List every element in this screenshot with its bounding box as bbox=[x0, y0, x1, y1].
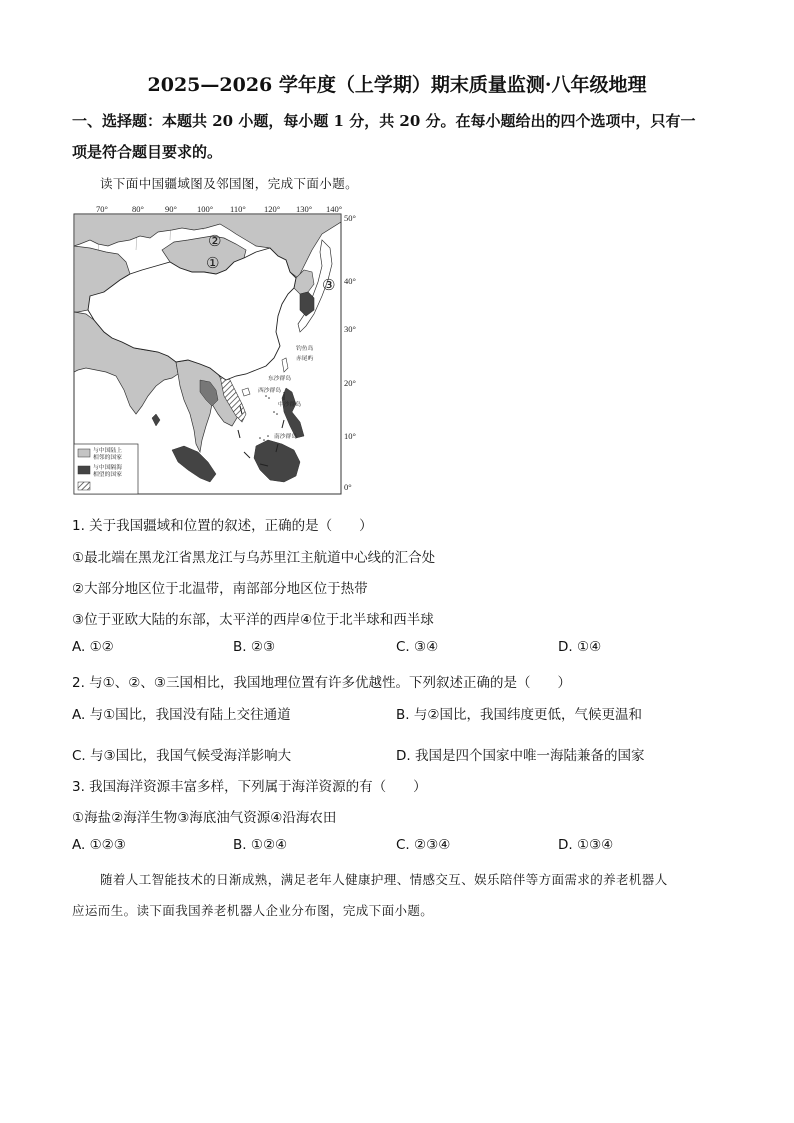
section-heading-line1: 一、选择题：本题共 20 小题，每小题 1 分，共 20 分。在每小题给出的四个选项中，只有一 bbox=[72, 112, 696, 130]
lat-label: 0° bbox=[344, 482, 352, 492]
q1-option-b[interactable]: B. ②③ bbox=[233, 639, 276, 655]
lon-label: 90° bbox=[165, 204, 177, 214]
q1-statement-1: ①最北端在黑龙江省黑龙江与乌苏里江主航道中心线的汇合处 bbox=[72, 550, 436, 566]
legend-swatch-hatched bbox=[78, 482, 90, 490]
q1-option-c[interactable]: C. ③④ bbox=[396, 639, 439, 655]
q2-option-d[interactable]: D. 我国是四个国家中唯一海陆兼备的国家 bbox=[396, 748, 645, 764]
legend-label: 相邻的国家 bbox=[93, 455, 122, 461]
page-title: 2025—2026 学年度（上学期）期末质量监测·八年级地理 bbox=[147, 74, 647, 96]
map-intro: 读下面中国疆域图及邻国图，完成下面小题。 bbox=[100, 176, 359, 191]
section-heading-line2: 项是符合题目要求的。 bbox=[72, 143, 223, 161]
q3-option-c[interactable]: C. ②③④ bbox=[396, 837, 451, 853]
q1-statement-3: ③位于亚欧大陆的东部，太平洋的西岸④位于北半球和西半球 bbox=[72, 612, 434, 628]
robot-intro-line1: 随着人工智能技术的日渐成熟，满足老年人健康护理、情感交互、娱乐陪伴等方面需求的养老机器人 bbox=[100, 872, 668, 887]
island-label: 南沙群岛 bbox=[274, 434, 298, 440]
q1-option-d[interactable]: D. ①④ bbox=[558, 639, 602, 655]
island-label: 西沙群岛 bbox=[258, 388, 282, 394]
legend-label: 与中国陆上 bbox=[93, 448, 122, 454]
lon-label: 110° bbox=[230, 204, 246, 214]
island-label: 赤尾屿 bbox=[296, 356, 314, 362]
lat-label: 40° bbox=[344, 276, 356, 286]
marker-1: ① bbox=[206, 254, 220, 272]
q2-option-c[interactable]: C. 与③国比，我国气候受海洋影响大 bbox=[72, 748, 292, 764]
lat-label: 20° bbox=[344, 378, 356, 388]
marker-3: ③ bbox=[322, 276, 336, 294]
lon-label: 140° bbox=[326, 204, 343, 214]
legend-swatch-land bbox=[78, 449, 90, 457]
q2-stem: 2. 与①、②、③三国相比，我国地理位置有许多优越性。下列叙述正确的是（ ） bbox=[72, 675, 571, 691]
lon-label: 70° bbox=[96, 204, 108, 214]
marker-2: ② bbox=[208, 232, 222, 250]
lon-label: 80° bbox=[132, 204, 144, 214]
china-neighbors-map bbox=[60, 200, 366, 500]
q3-option-d[interactable]: D. ①③④ bbox=[558, 837, 614, 853]
island-label: 钓鱼岛 bbox=[296, 346, 314, 352]
lat-label: 10° bbox=[344, 431, 356, 441]
island-label: 中沙群岛 bbox=[278, 402, 302, 408]
lat-label: 30° bbox=[344, 324, 356, 334]
q1-option-a[interactable]: A. ①② bbox=[72, 639, 114, 655]
lat-label: 50° bbox=[344, 213, 356, 223]
q2-option-a[interactable]: A. 与①国比，我国没有陆上交往通道 bbox=[72, 707, 291, 723]
lon-label: 130° bbox=[296, 204, 313, 214]
lon-label: 100° bbox=[197, 204, 214, 214]
q1-stem: 1. 关于我国疆域和位置的叙述，正确的是（ ） bbox=[72, 518, 373, 534]
legend-label: 相望的国家 bbox=[93, 472, 122, 478]
q3-stem: 3. 我国海洋资源丰富多样，下列属于海洋资源的有（ ） bbox=[72, 779, 427, 795]
q3-option-a[interactable]: A. ①②③ bbox=[72, 837, 126, 853]
robot-intro-line2: 应运而生。读下面我国养老机器人企业分布图，完成下面小题。 bbox=[72, 903, 434, 918]
legend-swatch-sea bbox=[78, 466, 90, 474]
q2-option-b[interactable]: B. 与②国比，我国纬度更低，气候更温和 bbox=[396, 707, 642, 723]
q1-statement-2: ②大部分地区位于北温带，南部部分地区位于热带 bbox=[72, 581, 368, 597]
q3-items: ①海盐②海洋生物③海底油气资源④沿海农田 bbox=[72, 810, 337, 826]
q3-option-b[interactable]: B. ①②④ bbox=[233, 837, 288, 853]
lon-label: 120° bbox=[264, 204, 281, 214]
island-label: 东沙群岛 bbox=[268, 376, 292, 382]
legend-label: 与中国隔海 bbox=[93, 465, 122, 471]
